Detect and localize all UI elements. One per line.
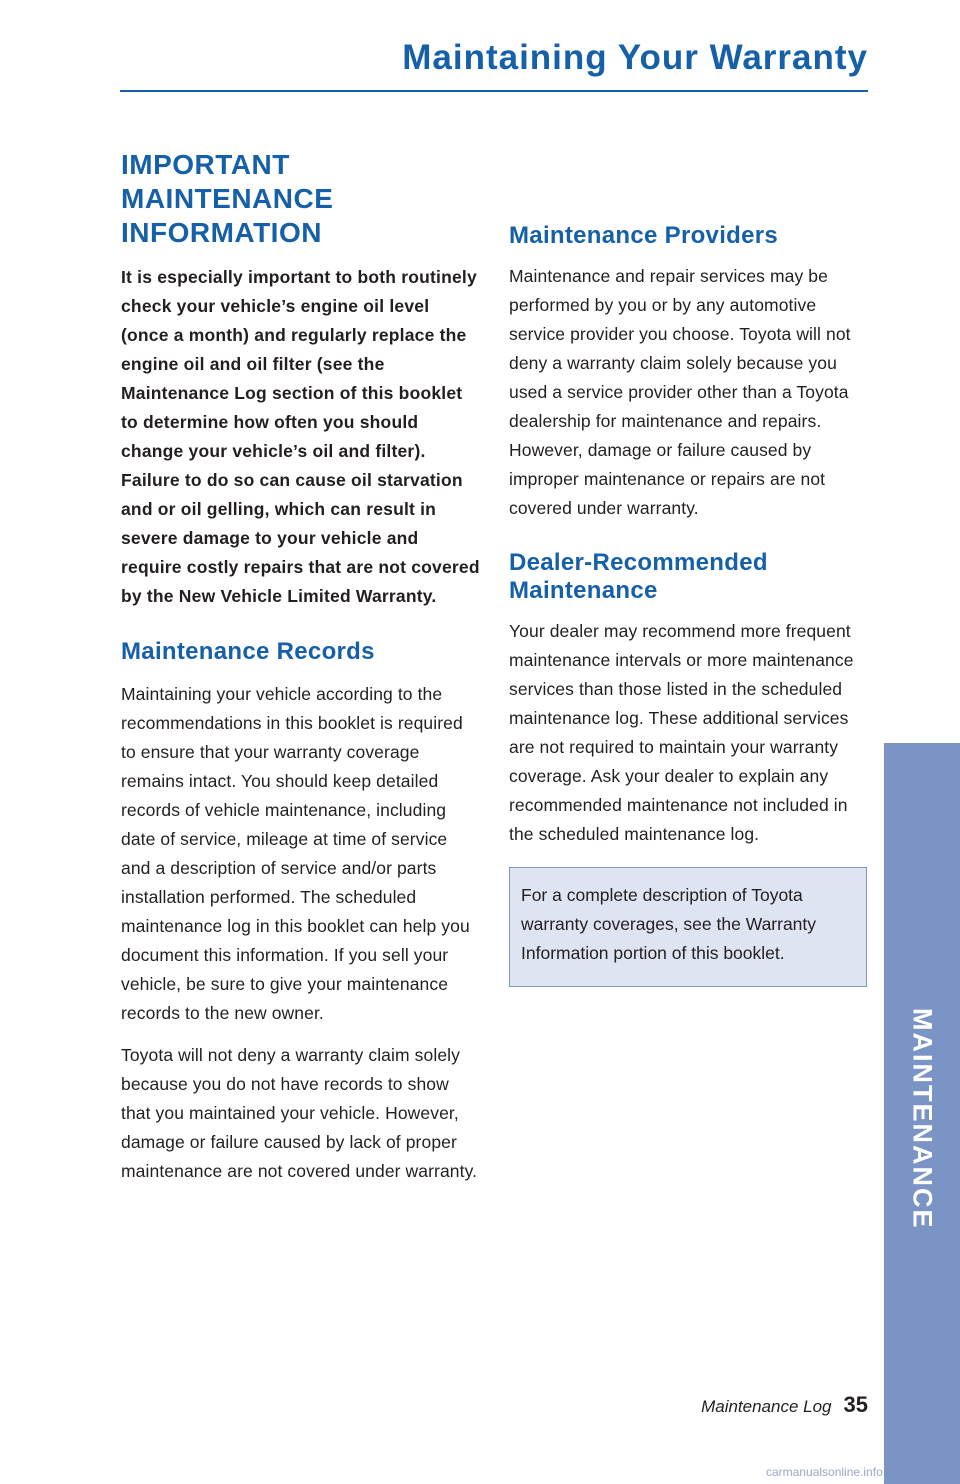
page-header: [120, 38, 868, 78]
header-divider: [120, 90, 868, 92]
maintenance-providers-heading: Maintenance Providers: [509, 222, 779, 249]
records-paragraph-2: Toyota will not deny a warranty claim solely because you do not have records to show that you maintained your vehicle. However, damage or failure caused by lack of proper maintenance are not covered under warranty.: [121, 1045, 478, 1181]
dealer-heading-line-1: Dealer-Recommended: [509, 549, 768, 576]
dealer-heading-line-2: Maintenance: [509, 577, 658, 604]
dealer-paragraph: Your dealer may recommend more frequent maintenance intervals or more maintenance services than those listed in the scheduled maintenance log. These additional services are not required to maintain your warranty coverage. Ask your dealer to explain any recommended maintenance not included in the scheduled maintenance log.: [509, 621, 854, 844]
footer-section-label: Maintenance Log: [701, 1397, 832, 1416]
note-box: [509, 867, 867, 987]
intro-paragraph: It is especially important to both routinely check your vehicle’s engine oil level (once a month) and regularly replace the engine oil and oil filter (see the Maintenance Log section of this booklet to determine how often you should change your vehicle’s oil and filter). Failure to do so can cause oil starvation and or oil gelling, which can result in severe damage to your vehicle and require costly repairs that are not covered by the New Vehicle Limited Warranty.: [121, 267, 480, 606]
providers-paragraph: Maintenance and repair services may be performed by you or by any automotive service provider you choose. Toyota will not deny a warranty claim solely because you used a service provider other than a Toyota dealership for maintenance and repairs. However, damage or failure caused by improper maintenance or repairs are not covered under warranty.: [509, 266, 851, 518]
heading-line-1: IMPORTANT MAINTENANCE: [121, 149, 334, 214]
important-maintenance-heading: [121, 148, 481, 250]
page-number: 35: [843, 1392, 868, 1417]
dealer-recommended-heading: [509, 549, 869, 605]
page-footer: [560, 1392, 868, 1418]
left-column: [121, 148, 481, 1186]
heading-line-2: INFORMATION: [121, 217, 322, 248]
note-text: For a complete description of Toyota warranty coverages, see the Warranty Information portion of this booklet.: [521, 885, 817, 963]
page-title: Maintaining Your Warranty: [402, 38, 868, 77]
right-column: [509, 222, 869, 987]
maintenance-records-heading: Maintenance Records: [121, 638, 375, 665]
records-paragraph-1: Maintaining your vehicle according to the recommendations in this booklet is required to ensure that your warranty coverage remains intact. You should keep detailed records of vehicle maintenance, including date of service, mileage at time of service and a description of service and/or parts installation performed. The scheduled maintenance log in this booklet can help you document this information. If you sell your vehicle, be sure to give your maintenance records to the new owner.: [121, 684, 470, 1023]
side-tab-text: MAINTENANCE: [907, 1008, 938, 1230]
side-tab-label: [884, 1006, 960, 1232]
watermark: carmanualsonline.info: [766, 1465, 883, 1479]
